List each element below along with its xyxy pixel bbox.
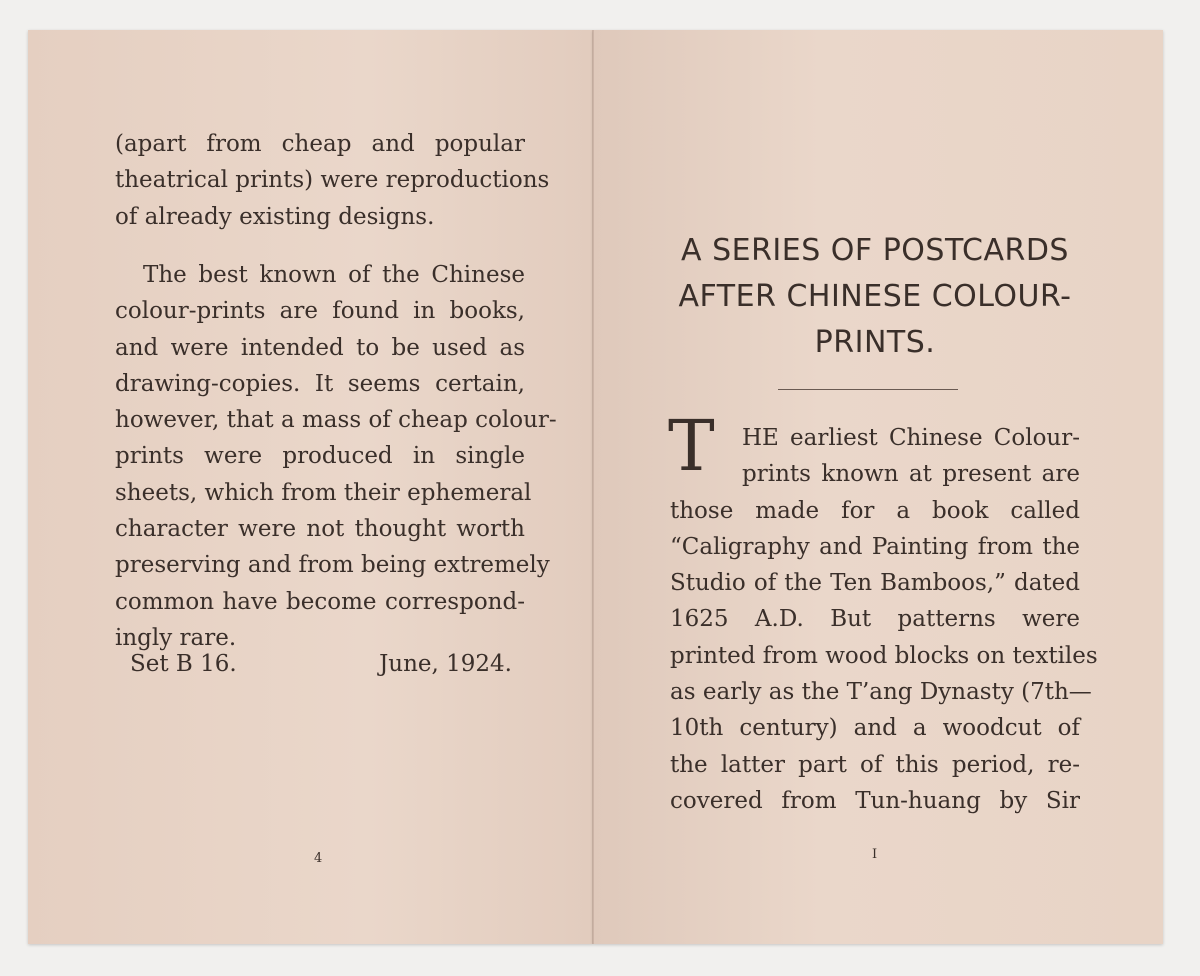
text-line: drawing-copies. It seems certain,: [115, 370, 525, 397]
text-line: colour-prints are found in books,: [115, 298, 525, 325]
text-line: those made for a book called: [670, 497, 1080, 524]
page-fold: [592, 30, 594, 944]
text-line: prints were produced in single: [115, 443, 525, 470]
text-line: “Caligraphy and Painting from the: [670, 533, 1080, 560]
text-line: covered from Tun-huang by Sir: [670, 787, 1080, 814]
publication-date: June, 1924.: [379, 651, 512, 677]
text-line: common have become correspond-: [115, 588, 525, 615]
title-line: AFTER CHINESE COLOUR-: [678, 279, 1072, 314]
text-line: character were not thought worth: [115, 516, 525, 543]
text-line: preserving and from being extremely: [115, 552, 550, 579]
text-line: of already existing designs.: [115, 203, 435, 230]
title-divider: [778, 389, 958, 390]
text-line: HE earliest Chinese Colour-: [742, 425, 1080, 451]
left-paragraph-2: [115, 257, 557, 656]
text-line: prints known at present are: [742, 461, 1080, 488]
text-line: Studio of the Ten Bamboos,” dated: [670, 570, 1080, 597]
text-line: and were intended to be used as: [115, 334, 525, 361]
text-line: 1625 A.D. But patterns were: [670, 606, 1080, 633]
right-body-text: [670, 420, 1098, 819]
text-line: however, that a mass of cheap colour-: [115, 407, 557, 434]
drop-cap: T: [668, 405, 715, 487]
text-line: the latter part of this period, re-: [670, 751, 1080, 778]
text-line: 10th century) and a woodcut of: [670, 715, 1080, 742]
text-line: theatrical prints) were reproductions: [115, 167, 550, 194]
set-label: Set B 16.: [130, 651, 237, 677]
text-line: printed from wood blocks on textiles: [670, 642, 1098, 669]
title-line: A SERIES OF POSTCARDS: [681, 233, 1069, 268]
signoff-line: [130, 651, 512, 677]
page-number-left: 4: [314, 851, 323, 866]
text-line: ingly rare.: [115, 624, 237, 651]
text-line: sheets, which from their ephemeral: [115, 479, 532, 506]
page-number-right: I: [872, 847, 878, 862]
title-line: PRINTS.: [814, 325, 936, 360]
text-line: (apart from cheap and popular: [115, 131, 525, 157]
text-line: The best known of the Chinese: [143, 262, 525, 288]
left-paragraph-1: [115, 126, 550, 235]
page-title: [650, 228, 1100, 366]
text-line: as early as the T’ang Dynasty (7th—: [670, 679, 1092, 706]
